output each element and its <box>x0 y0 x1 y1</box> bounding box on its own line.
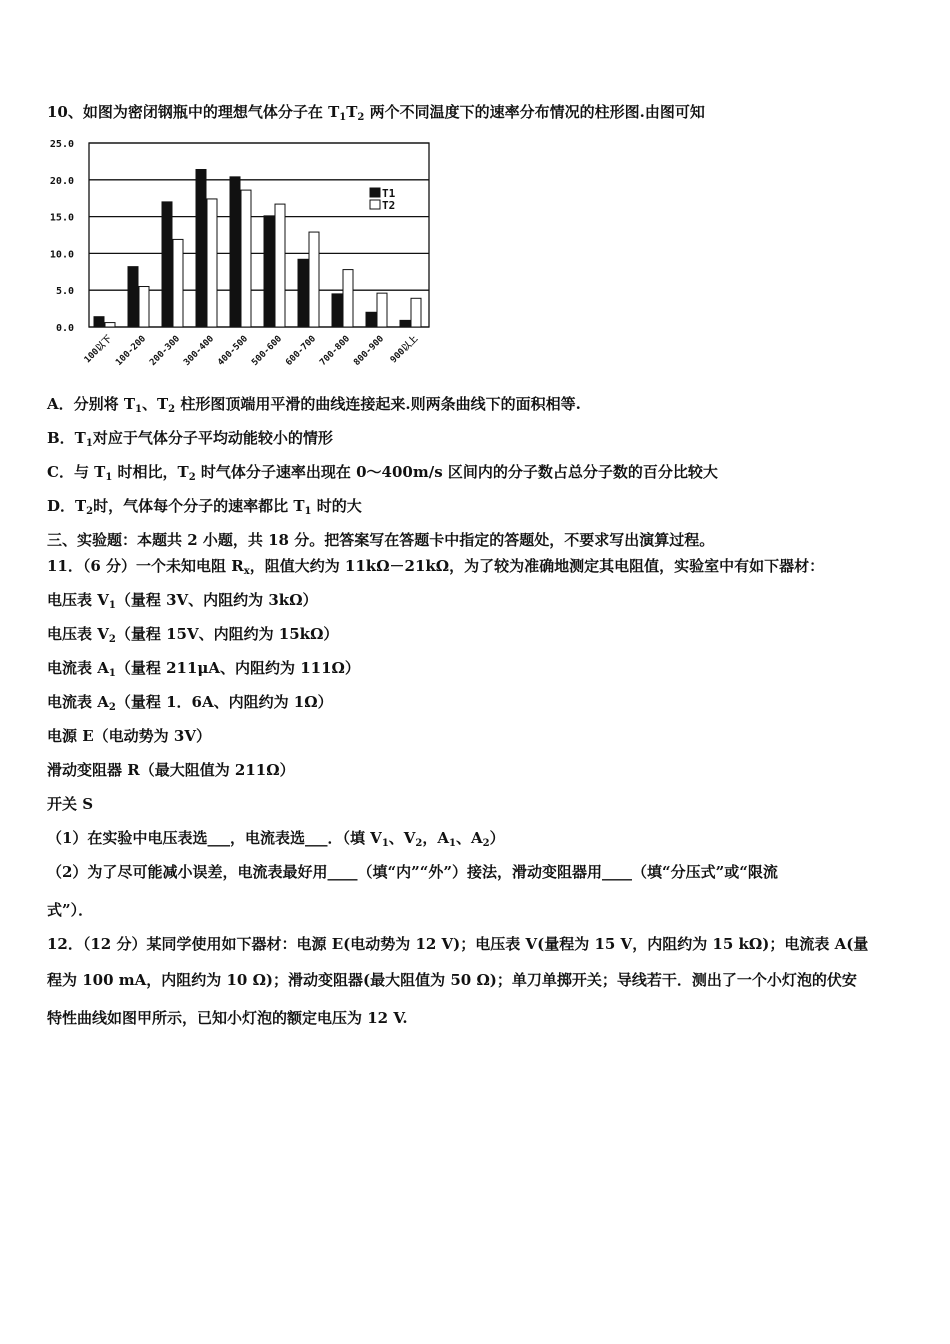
text-segment: 时气体分子速率出现在 0～400m/s 区间内的分子数占总分子数的百分比较大 <box>195 463 718 481</box>
text-line <box>47 726 211 746</box>
y-tick-label: 0.0 <box>55 323 74 334</box>
bar-t2 <box>309 232 319 327</box>
text-line <box>47 934 868 954</box>
bar-t2 <box>241 190 251 327</box>
x-tick-label: 700-800 <box>318 334 353 368</box>
text-line <box>47 1008 408 1028</box>
text-line <box>47 462 718 482</box>
text-line <box>47 658 360 678</box>
subscript: 1 <box>105 472 113 483</box>
speed-distribution-bar-chart <box>44 132 440 382</box>
text-segment: 特性曲线如图甲所示，已知小灯泡的额定电压为 12 V. <box>47 1009 408 1027</box>
text-line <box>47 394 581 414</box>
text-segment: 电流表 A <box>47 659 109 677</box>
y-tick-label: 10.0 <box>49 249 74 261</box>
bar-t1 <box>230 177 240 327</box>
text-line <box>47 556 824 576</box>
y-tick-label: 20.0 <box>49 175 74 187</box>
text-segment: 、T <box>142 395 169 413</box>
subscript: 2 <box>108 634 116 645</box>
x-tick-label: 400-500 <box>216 334 251 368</box>
text-segment: ） <box>489 829 505 847</box>
bar-t2 <box>411 298 421 327</box>
text-segment: 式”）． <box>47 901 94 919</box>
bar-t2 <box>105 323 115 327</box>
subscript: 2 <box>415 838 423 849</box>
text-segment: 柱形图顶端用平滑的曲线连接起来.则两条曲线下的面积相等. <box>175 395 581 413</box>
text-segment: C．与 T <box>47 463 106 481</box>
text-line <box>47 428 333 448</box>
subscript: 1 <box>381 838 389 849</box>
text-segment: 两个不同温度下的速率分布情况的柱形图.由图可知 <box>364 103 705 121</box>
subscript: 2 <box>108 702 116 713</box>
text-segment: 电源 E（电动势为 3V） <box>47 727 211 745</box>
y-tick-label: 25.0 <box>49 139 74 150</box>
text-segment: （量程 15V、内阻约为 15kΩ） <box>115 625 339 643</box>
subscript: x <box>243 566 250 577</box>
text-line <box>47 828 505 848</box>
legend-label: T1 <box>382 187 396 200</box>
subscript: 1 <box>304 506 312 517</box>
text-segment: 滑动变阻器 R（最大阻值为 211Ω） <box>47 761 295 779</box>
x-tick-label: 300-400 <box>182 334 217 368</box>
subscript: 2 <box>357 112 365 123</box>
subscript: 1 <box>449 838 456 849</box>
x-tick-label: 600-700 <box>284 334 319 368</box>
text-segment: 12．（12 分）某同学使用如下器材：电源 E(电动势为 12 V)；电压表 V(量程为 15 V，内阻约为 15 kΩ)；电流表 A(量 <box>47 935 869 953</box>
bar-t2 <box>343 270 353 327</box>
bar-t1 <box>332 294 342 327</box>
bar-t1 <box>400 320 410 327</box>
text-line <box>47 496 362 516</box>
text-line <box>47 624 338 644</box>
y-tick-label: 5.0 <box>55 286 74 298</box>
text-segment: （量程 1．6A、内阻约为 1Ω） <box>115 693 333 711</box>
text-line <box>47 590 318 610</box>
x-tick-label: 100以下 <box>82 334 115 366</box>
text-line <box>47 794 93 814</box>
subscript: 2 <box>168 404 176 415</box>
bar-t1 <box>298 259 308 327</box>
text-segment: 10、如图为密闭钢瓶中的理想气体分子在 T <box>47 103 340 121</box>
text-segment: 对应于气体分子平均动能较小的情形 <box>92 429 333 447</box>
text-line <box>47 530 714 550</box>
text-segment: 时，气体每个分子的速率都比 T <box>93 497 305 515</box>
bar-t2 <box>173 239 183 327</box>
text-segment: 11．（6 分）一个未知电阻 R <box>47 557 244 575</box>
bar-t2 <box>139 287 149 327</box>
bar-t1 <box>94 317 104 327</box>
bar-t1 <box>128 267 138 327</box>
subscript: 2 <box>188 472 196 483</box>
x-tick-label: 200-300 <box>148 334 183 368</box>
subscript: 2 <box>482 838 490 849</box>
x-tick-label: 900以上 <box>388 334 421 366</box>
text-segment: ，阻值大约为 11kΩ－21kΩ，为了较为准确地测定其电阻值，实验室中有如下器材： <box>249 557 825 575</box>
text-segment: D．T <box>47 497 87 515</box>
subscript: 1 <box>85 438 93 449</box>
text-segment: 电流表 A <box>47 693 109 711</box>
bar-t1 <box>196 169 206 327</box>
text-segment: B．T <box>47 429 86 447</box>
text-line <box>47 900 93 920</box>
text-segment: （1）在实验中电压表选___，电流表选___．（填 V <box>47 829 382 847</box>
x-tick-label: 100-200 <box>114 334 149 368</box>
text-segment: 电压表 V <box>47 625 109 643</box>
text-line <box>47 862 778 882</box>
subscript: 1 <box>339 112 347 123</box>
text-segment: A．分别将 T <box>47 395 136 413</box>
text-segment: 程为 100 mA，内阻约为 10 Ω)；滑动变阻器(最大阻值为 50 Ω)；单刀单掷开关；导线若干．测出了一个小灯泡的伏安 <box>47 971 857 989</box>
text-line <box>47 692 333 712</box>
text-segment: ，A <box>422 829 450 847</box>
bar-t2 <box>377 293 387 327</box>
legend-label: T2 <box>382 199 396 212</box>
bar-t2 <box>275 204 285 327</box>
text-segment: 时的大 <box>311 497 362 515</box>
subscript: 1 <box>135 404 142 415</box>
text-line <box>47 760 295 780</box>
x-tick-label: 500-600 <box>250 334 285 368</box>
text-segment: 三、实验题：本题共 2 小题，共 18 分。把答案写在答题卡中指定的答题处，不要求写出演算过程。 <box>47 531 715 549</box>
subscript: 2 <box>86 506 94 517</box>
text-segment: 时相比，T <box>112 463 189 481</box>
text-segment: 、A <box>456 829 483 847</box>
text-segment: （量程 3V、内阻约为 3kΩ） <box>115 591 318 609</box>
text-segment: （量程 211μA、内阻约为 111Ω） <box>115 659 360 677</box>
text-line <box>47 102 705 122</box>
subscript: 1 <box>108 600 116 611</box>
text-segment: （2）为了尽可能减小误差，电流表最好用____（填“内”“外”）接法，滑动变阻器用____（填“分压式”或“限流 <box>47 863 778 881</box>
bar-t1 <box>264 216 274 327</box>
text-segment: 开关 S <box>47 795 94 813</box>
y-tick-label: 15.0 <box>49 212 74 224</box>
text-segment: 、V <box>388 829 416 847</box>
legend-swatch <box>370 200 380 209</box>
legend-swatch <box>370 188 380 197</box>
text-line <box>47 970 857 990</box>
x-tick-label: 800-900 <box>352 334 387 368</box>
bar-t1 <box>366 312 376 327</box>
subscript: 1 <box>108 668 116 679</box>
text-segment: 电压表 V <box>47 591 109 609</box>
bar-t2 <box>207 199 217 327</box>
text-segment: T <box>346 103 358 121</box>
bar-t1 <box>162 202 172 327</box>
